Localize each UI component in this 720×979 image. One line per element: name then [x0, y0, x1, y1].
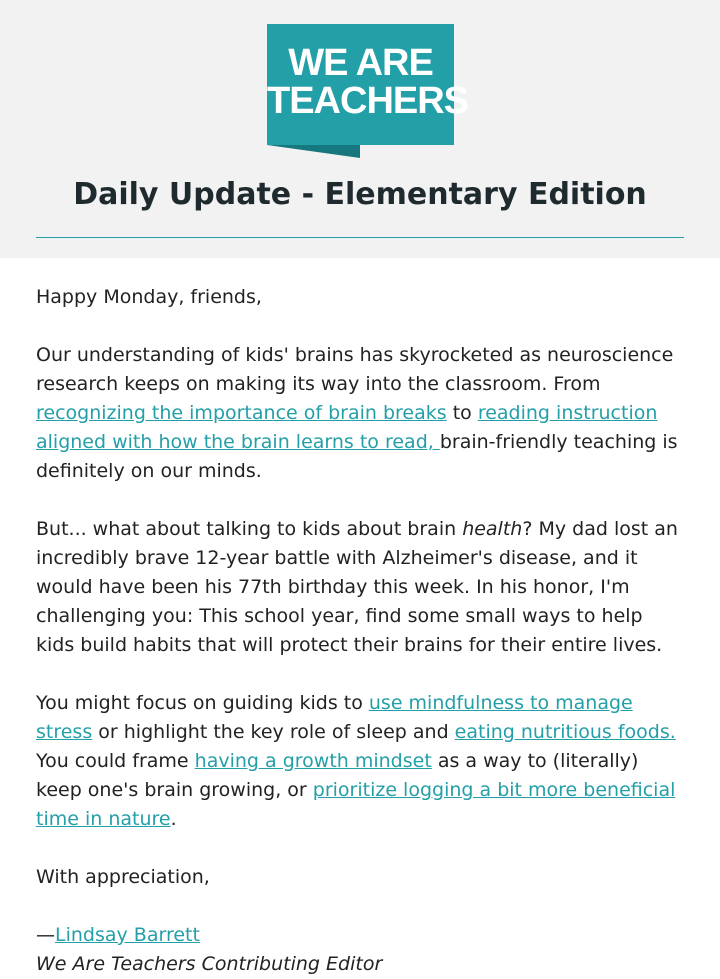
text: But... what about talking to kids about brain — [36, 518, 463, 540]
link-nutritious-foods[interactable]: eating nutritious foods. — [454, 721, 676, 743]
email-header — [0, 0, 720, 258]
logo-line-2: TEACHERS — [267, 80, 469, 122]
greeting: Happy Monday, friends, — [36, 286, 262, 308]
text: as a way to (literally) keep one's brain growing, or — [36, 750, 639, 801]
logo-line-1: WE ARE — [288, 42, 433, 84]
text: ? My dad lost an incredibly brave 12-year battle with Alzheimer's disease, and it would have been his 77th birthday this week. In his honor, I'm challenging you: This school year, find some small ways to help kids build habits that will protect their brains for their entire lives. — [36, 518, 678, 656]
email-body — [36, 283, 684, 979]
link-time-in-nature[interactable]: prioritize logging a bit more beneficial time in nature — [36, 779, 676, 830]
paragraph-suggestions — [36, 689, 684, 834]
link-mindfulness[interactable]: use mindfulness to manage stress — [36, 692, 633, 743]
paragraph-brain-health — [36, 515, 684, 660]
link-growth-mindset[interactable]: having a growth mindset — [194, 750, 432, 772]
link-brain-breaks[interactable]: recognizing the importance of brain breaks — [36, 402, 447, 424]
author-title-text: We Are Teachers Contributing Editor — [36, 953, 383, 975]
text: brain-friendly teaching is definitely on our minds. — [36, 431, 678, 482]
emphasis-health: health — [462, 518, 523, 540]
logo-flag-tail-icon — [267, 145, 360, 158]
text: to — [446, 402, 478, 424]
header-divider — [36, 237, 684, 238]
text: . — [170, 808, 177, 830]
text: Our understanding of kids' brains has skyrocketed as neuroscience research keeps on making its way into the classroom. From — [36, 344, 674, 395]
author-title — [36, 950, 684, 979]
page-title: Daily Update - Elementary Edition — [73, 177, 647, 212]
author-line — [36, 921, 684, 950]
link-author[interactable]: Lindsay Barrett — [55, 924, 200, 946]
paragraph-brain-teaching — [36, 341, 684, 486]
logo-text — [267, 42, 469, 122]
signoff: With appreciation, — [36, 866, 210, 888]
em-dash: — — [36, 924, 55, 946]
link-reading-instruction[interactable]: reading instruction aligned with how the brain learns to read, — [36, 402, 658, 453]
text: You might focus on guiding kids to — [36, 692, 369, 714]
we-are-teachers-logo[interactable] — [267, 24, 469, 145]
text: You could frame — [36, 750, 195, 772]
text: or highlight the key role of sleep and — [92, 721, 455, 743]
